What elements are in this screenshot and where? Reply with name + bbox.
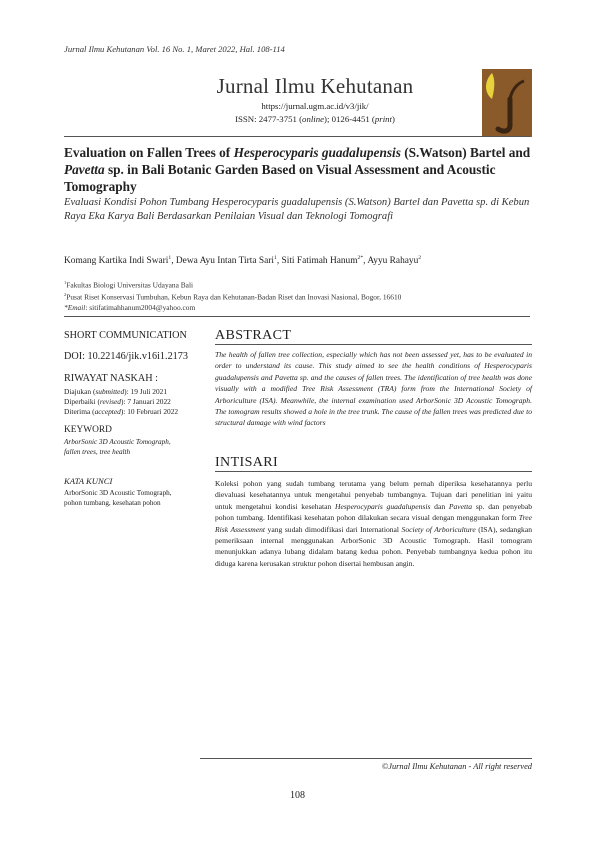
intisari-heading: INTISARI bbox=[215, 455, 279, 470]
history-dates bbox=[64, 387, 204, 418]
footer-rule bbox=[200, 758, 532, 759]
author: Ayyu Rahayu bbox=[367, 256, 419, 267]
header-rule bbox=[64, 136, 530, 137]
abstract-rule bbox=[215, 344, 532, 345]
intisari-rule bbox=[215, 471, 532, 472]
kata-kunci-heading: KATA KUNCI bbox=[64, 476, 113, 486]
page-number: 108 bbox=[290, 790, 305, 801]
journal-logo bbox=[482, 69, 532, 137]
history-item: Diajukan (submitted): 19 Juli 2021 bbox=[64, 387, 168, 396]
history-item: Diterima (accepted): 10 Februari 2022 bbox=[64, 407, 179, 417]
running-header: Jurnal Ilmu Kehutanan Vol. 16 No. 1, Maret 2022, Hal. 108-114 bbox=[64, 44, 285, 54]
keyword-heading: KEYWORD bbox=[64, 425, 112, 435]
kata-kunci-values: ArborSonic 3D Acoustic Tomograph, pohon tumbang, kesehatan pohon bbox=[64, 489, 172, 507]
article-type: SHORT COMMUNICATION bbox=[64, 330, 187, 341]
author: Siti Fatimah Hanum bbox=[281, 256, 358, 267]
article-subtitle: Evaluasi Kondisi Pohon Tumbang Hesperocyparis guadalupensis (S.Watson) Bartel dan Pavetta sp. di Kebun Raya Eka Karya Bali Berdasarkan Penilaian Visual dan Teknologi Tomografi bbox=[64, 197, 530, 222]
affiliation: $^2$Pusat Riset Konservasi Tumbuhan, Kebun Raya dan Kehutanan-Badan Riset dan Inovasi Nasional, Bogor, 16610 bbox=[64, 292, 402, 302]
abstract-heading: ABSTRACT bbox=[215, 328, 292, 343]
doi[interactable]: DOI: 10.22146/jik.v16i1.2173 bbox=[64, 351, 188, 362]
author: Komang Kartika Indi Swari bbox=[64, 256, 169, 267]
corresponding-email: *Email: sitifatimahhanum2004@yahoo.com bbox=[64, 303, 196, 312]
affiliation: $^1$Fakultas Biologi Universitas Udayana Bali bbox=[64, 280, 194, 290]
journal-issn: ISSN: 2477-3751 (online); 0126-4451 (print) bbox=[235, 114, 395, 124]
history-heading: RIWAYAT NASKAH : bbox=[64, 373, 158, 384]
history-item: Diperbaiki (revised): 7 Januari 2022 bbox=[64, 397, 171, 407]
author-list: Komang Kartika Indi Swari$^1$, Dewa Ayu Intan Tirta Sari$^1$, Siti Fatimah Hanum$^{2*}$, Ayyu Rahayu$^2$ bbox=[64, 255, 422, 267]
journal-url[interactable]: https://jurnal.ugm.ac.id/v3/jik/ bbox=[261, 101, 369, 111]
intisari-text: Koleksi pohon yang sudah tumbang terutama yang belum pernah diperiksa kesehatannya perlu dievaluasi kesehatannya untuk mengetahui penyebab tumbangnya. Tujuan dari penelitian ini yaitu untuk mengetahui kondisi kesehatan Hesperocyparis guadalupensis dan Pavetta sp. dan penyebab pohon tumbang. Identifikasi kesehatan pohon dilakukan secara visual dengan menggunakan form Tree Risk Assessment yang sudah dimodifikasi dari International Society of Arboriculture (ISA), sedangkan pemeriksaan internal menggunakan ArborSonic 3D Acoustic Tomograph. Hasil tomogram menunjukkan adanya lubang didalam batang kedua pohon. Penyebab tumbangnya kedua pohon itu diduga karena kerusakan struktur pohon disertai hembusan angin. bbox=[215, 479, 533, 568]
abstract-text: The health of fallen tree collection, especially which has not been assessed yet, has to be evaluated in order to understand its cause. This study aimed to see the health conditions of Hesperocyparis guadalupensis and Pavetta sp. and the causes of fallen trees. The identification of tree health was done visually with a modified Tree Risk Assessment (TRA) form from the International Society of Arboriculture (ISA). Meanwhile, the internal examination used ArborSonic 3D Acoustic Tomograph. The tomogram results showed a hole in the tree trunk. The cause of the fallen trees was predicted due to structural damage with wind factors bbox=[215, 350, 532, 428]
journal-name: Jurnal Ilmu Kehutanan bbox=[216, 74, 414, 98]
section-rule bbox=[64, 316, 530, 317]
copyright: ©Jurnal Ilmu Kehutanan - All right reserved bbox=[381, 762, 532, 771]
author: Dewa Ayu Intan Tirta Sari bbox=[175, 256, 274, 267]
keyword-values: ArborSonic 3D Acoustic Tomograph, fallen trees, tree health bbox=[64, 438, 171, 456]
article-title: Evaluation on Fallen Trees of Hesperocyparis guadalupensis (S.Watson) Bartel and Pavetta sp. in Bali Botanic Garden Based on Visual Assessment and Acoustic Tomography bbox=[64, 145, 531, 194]
